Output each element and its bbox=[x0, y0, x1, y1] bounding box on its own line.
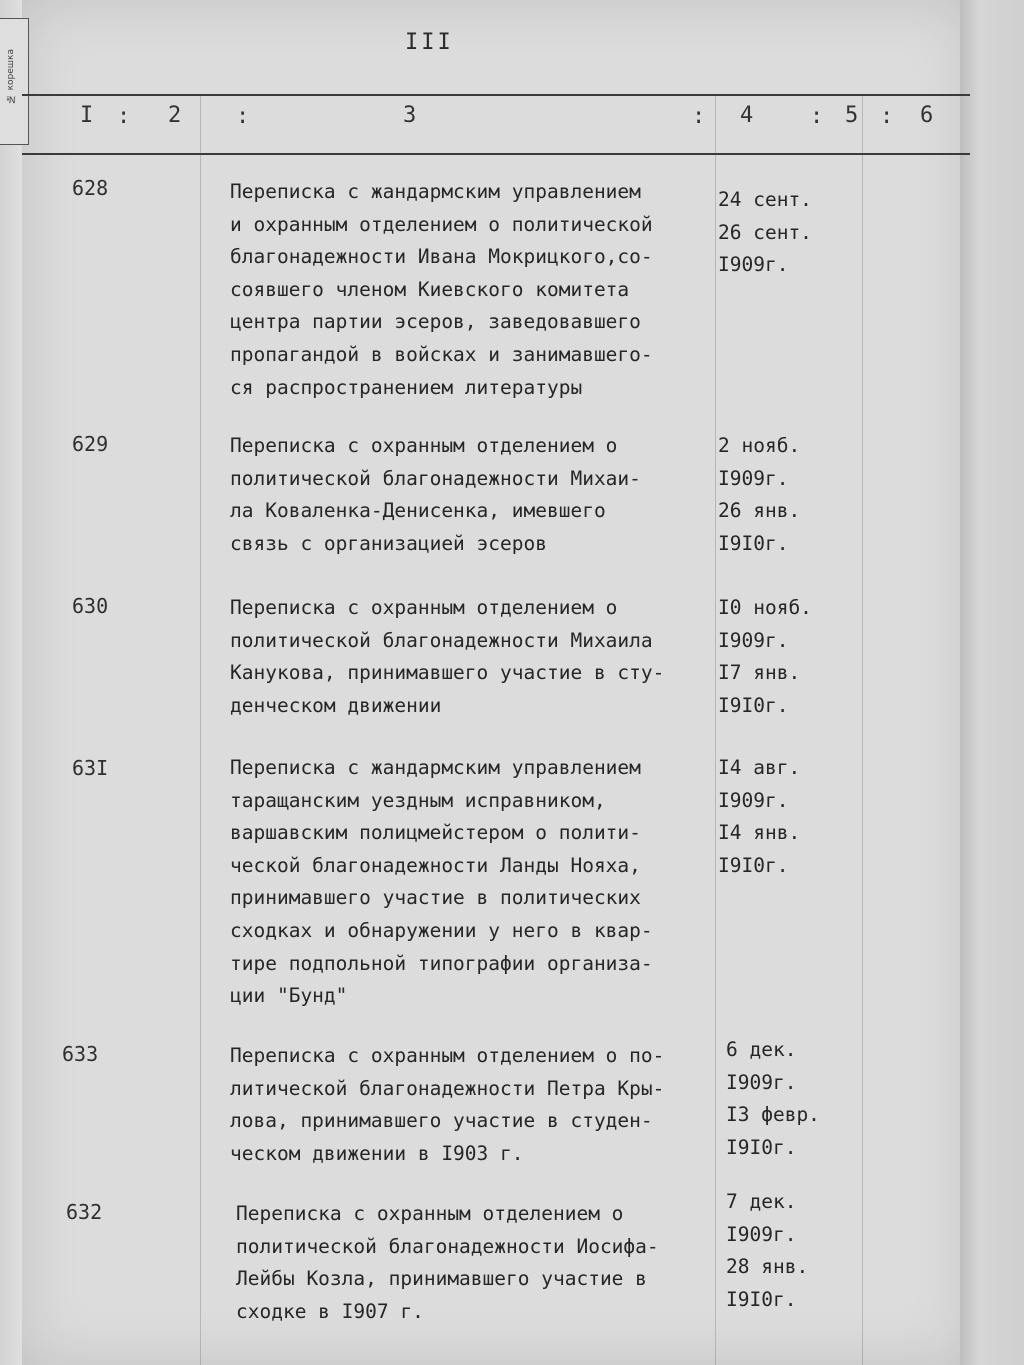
col-separator: : bbox=[117, 104, 131, 129]
spine-stub bbox=[0, 18, 29, 145]
entry-number: 632 bbox=[66, 1200, 103, 1224]
entry-description: Переписка с жандармским управлением таращанским уездным исправником, варшавским полицмейстером о полити- ческой благонадежности Ланды Нояха, принимавшего участие в политических сходках и обнаружении у него в квар- тире подпольной типографии организа- ции "Бунд" bbox=[230, 756, 653, 1008]
column-divider bbox=[200, 96, 201, 1365]
entry-number: 63I bbox=[72, 756, 109, 780]
entry-number: 630 bbox=[72, 594, 109, 618]
col-separator: : bbox=[236, 104, 250, 129]
entry-dates: 24 сент. 26 сент. I909г. bbox=[718, 188, 812, 277]
col-header-5: 5 bbox=[845, 103, 859, 128]
entry-number: 628 bbox=[72, 176, 109, 200]
column-divider bbox=[862, 96, 863, 1365]
entry-description: Переписка с жандармским управлением и охранным отделением о политической благонадежности Ивана Мокрицкого,со- соявшего членом Киевского комитета центра партии эсеров, заведовавшего пропагандой в войсках и занимавшего- ся распространением литературы bbox=[230, 180, 653, 399]
entry-dates: 2 нояб. I909г. 26 янв. I9I0г. bbox=[718, 434, 801, 555]
header-bottom-rule bbox=[22, 153, 970, 155]
entry-description: Переписка с охранным отделением о по- литической благонадежности Петра Кры- лова, принимавшего участие в студен- ческом движении в I903 г. bbox=[230, 1044, 665, 1165]
entry-description: Переписка с охранным отделением о политической благонадежности Михаи- ла Коваленка-Денисенка, имевшего связь с организацией эсеров bbox=[230, 434, 641, 555]
entry-dates: I0 нояб. I909г. I7 янв. I9I0г. bbox=[718, 596, 812, 717]
col-separator: : bbox=[810, 104, 824, 129]
col-header-4: 4 bbox=[740, 103, 754, 128]
entry-dates: I4 авг. I909г. I4 янв. I9I0г. bbox=[718, 756, 801, 877]
page-number: III bbox=[405, 30, 454, 55]
header-top-rule bbox=[22, 94, 970, 96]
page-right-edge bbox=[960, 0, 1024, 1365]
entry-description: Переписка с охранным отделением о политической благонадежности Иосифа- Лейбы Козла, принимавшего участие в сходке в I907 г. bbox=[236, 1202, 659, 1323]
entry-number: 629 bbox=[72, 432, 109, 456]
entry-description: Переписка с охранным отделением о политической благонадежности Михаила Канукова, принимавшего участие в сту- денческом движении bbox=[230, 596, 665, 717]
entry-dates: 6 дек. I909г. I3 февр. I9I0г. bbox=[726, 1038, 820, 1159]
col-header-1: I bbox=[80, 103, 94, 128]
col-header-3: 3 bbox=[403, 103, 417, 128]
col-separator: : bbox=[880, 104, 894, 129]
entry-dates: 7 дек. I909г. 28 янв. I9I0г. bbox=[726, 1190, 809, 1311]
col-header-2: 2 bbox=[168, 103, 182, 128]
col-separator: : bbox=[692, 104, 706, 129]
col-header-6: 6 bbox=[920, 103, 934, 128]
entry-number: 633 bbox=[62, 1042, 99, 1066]
stub-label: № корешка bbox=[6, 49, 16, 104]
